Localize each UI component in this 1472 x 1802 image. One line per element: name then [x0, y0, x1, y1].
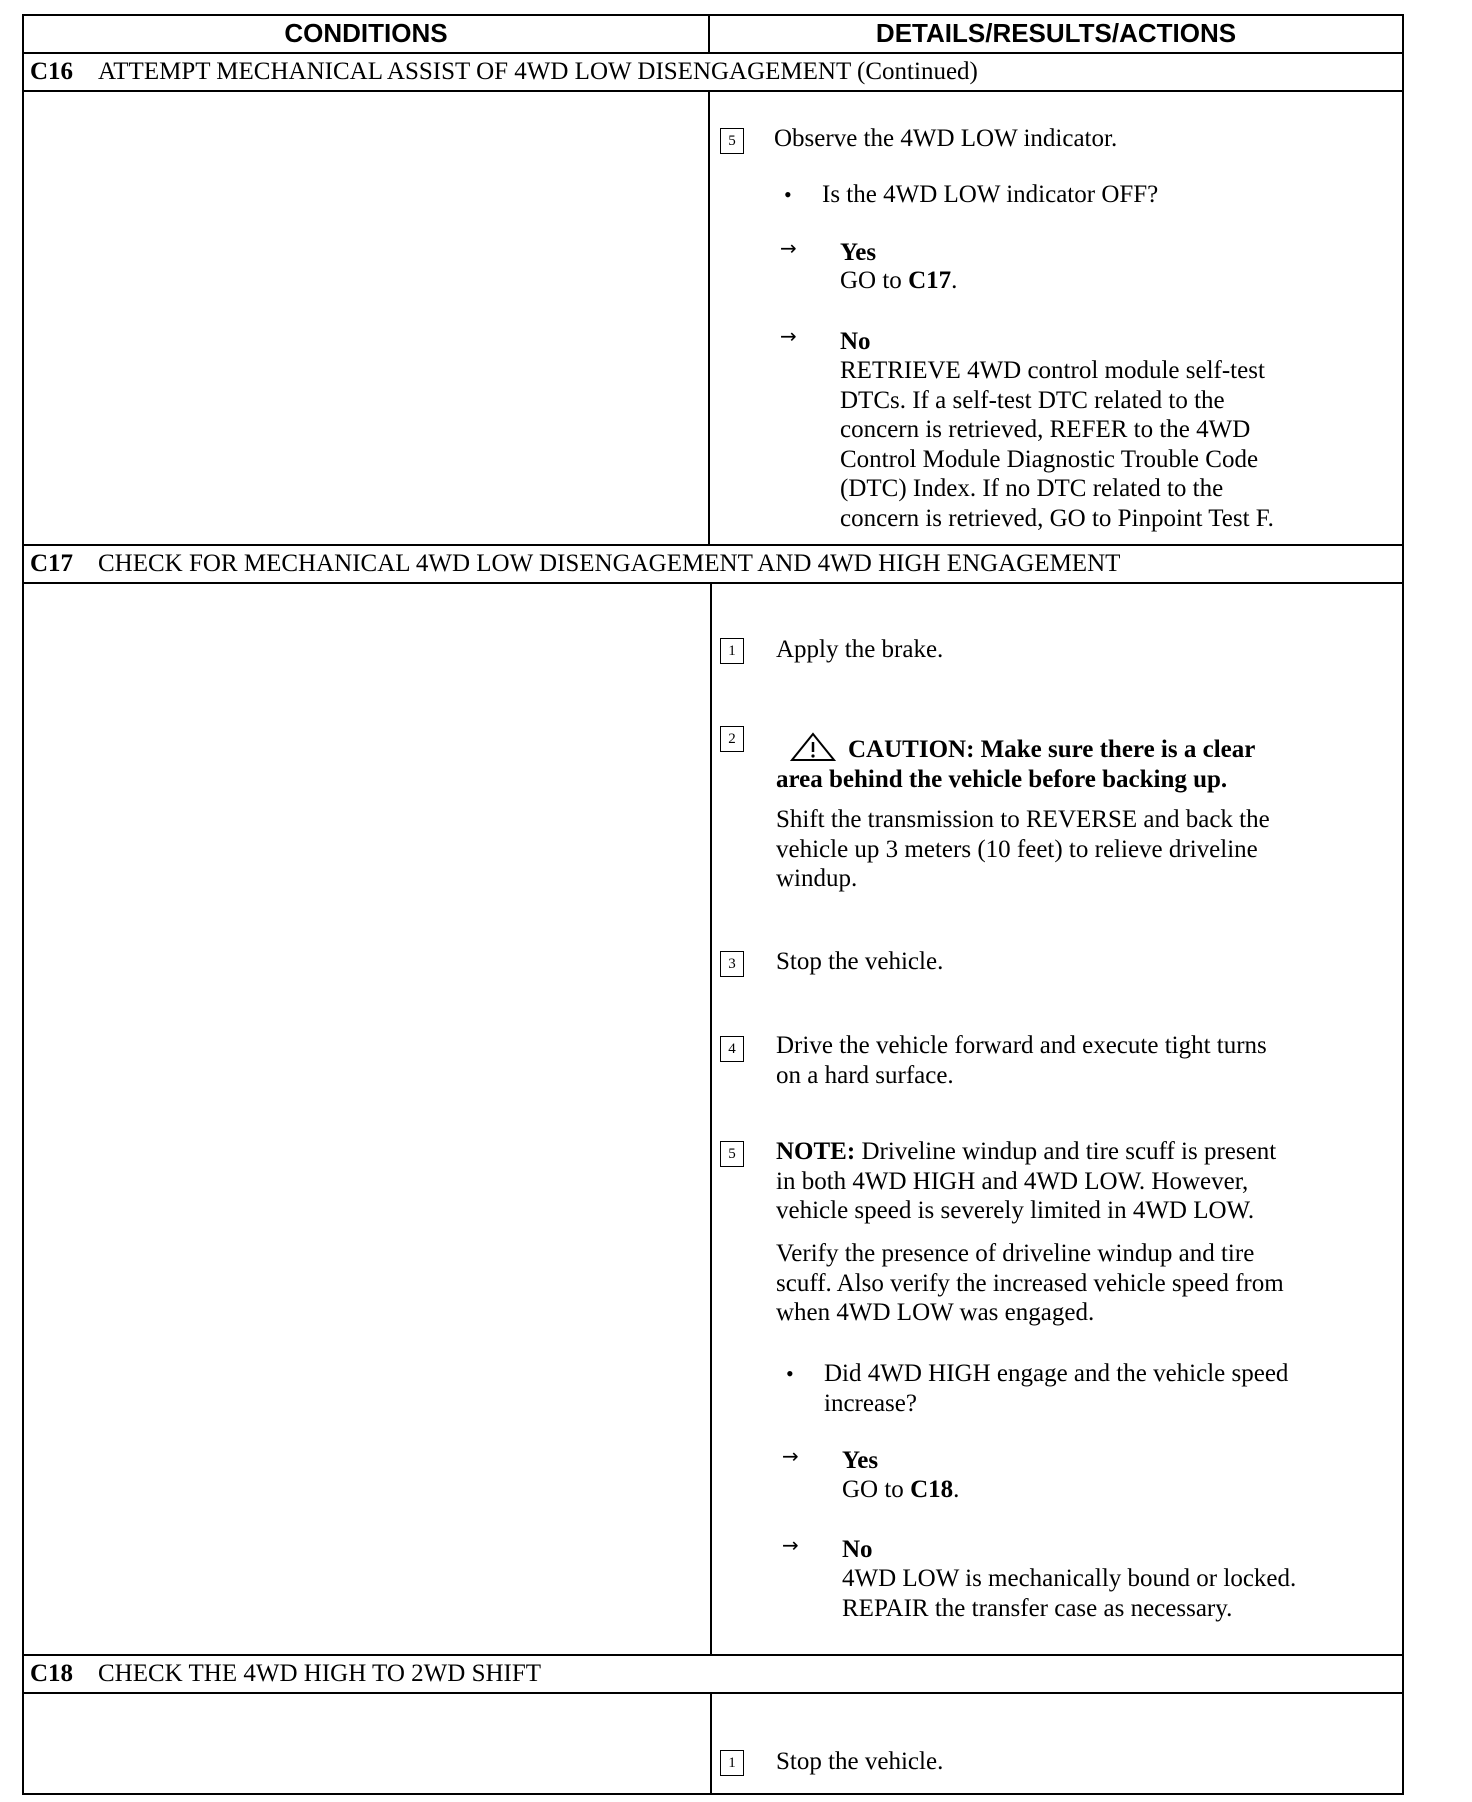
c17-step3-text: Stop the vehicle.	[776, 948, 944, 975]
c17-step5-box: 5	[720, 1141, 744, 1167]
c17-step2-box: 2	[720, 726, 744, 752]
c18-code: C18	[30, 1660, 74, 1687]
c17-question-text	[824, 1359, 1288, 1418]
c17-verify-line: when 4WD LOW was engaged.	[776, 1299, 1095, 1326]
c17-step1-text: Apply the brake.	[776, 636, 944, 663]
c17-verify-line: Verify the presence of driveline windup and tire	[776, 1240, 1255, 1267]
c16-no-line: Control Module Diagnostic Trouble Code	[840, 445, 1259, 473]
c16-no-line: DTCs. If a self-test DTC related to the	[840, 386, 1225, 414]
c16-no-line: concern is retrieved, GO to Pinpoint Test F.	[840, 504, 1274, 532]
c18-title: CHECK THE 4WD HIGH TO 2WD SHIFT	[98, 1660, 542, 1687]
c17-yes-action	[842, 1475, 959, 1505]
c17-yes-suffix: .	[953, 1476, 960, 1503]
c18-step1-box: 1	[720, 1750, 744, 1776]
c17-step2-line: windup.	[776, 865, 858, 892]
c16-code: C16	[30, 58, 74, 85]
column-divider-c18	[710, 1693, 712, 1794]
table-border-left	[22, 14, 24, 1795]
arrow-right-icon: →	[780, 236, 797, 260]
c18-step1-text: Stop the vehicle.	[776, 1748, 944, 1775]
c17-note-line: in both 4WD HIGH and 4WD LOW. However,	[776, 1167, 1249, 1195]
table-border-right	[1402, 14, 1404, 1795]
c18-title-row	[22, 1655, 1404, 1693]
c17-yes-prefix: GO to	[842, 1476, 911, 1503]
bullet-icon: •	[786, 1361, 794, 1386]
c17-step2-line: vehicle up 3 meters (10 feet) to relieve driveline	[776, 835, 1258, 863]
c17-yes-target: C18	[910, 1476, 954, 1503]
conditions-header: CONDITIONS	[284, 18, 448, 48]
c17-title-row	[22, 545, 1404, 583]
c16-title-row	[22, 53, 1404, 91]
diagnostic-table	[22, 14, 1404, 1795]
c17-no-text	[842, 1564, 1296, 1623]
c17-code: C17	[30, 550, 74, 577]
c16-no-label: No	[840, 328, 871, 355]
bullet-icon: •	[784, 182, 792, 207]
c17-step2-line: Shift the transmission to REVERSE and back the	[776, 806, 1270, 833]
c16-yes-action	[840, 266, 957, 296]
c16-yes-label: Yes	[840, 239, 877, 266]
c17-step3-box: 3	[720, 951, 744, 977]
c16-step5-question: Is the 4WD LOW indicator OFF?	[822, 181, 1159, 208]
c17-verify-line: scuff. Also verify the increased vehicle speed from	[776, 1269, 1284, 1297]
c16-no-line: concern is retrieved, REFER to the 4WD	[840, 416, 1251, 443]
c17-note-label: NOTE:	[776, 1138, 856, 1165]
c16-title: ATTEMPT MECHANICAL ASSIST OF 4WD LOW DISENGAGEMENT (Continued)	[98, 58, 978, 85]
column-divider-c17	[710, 583, 712, 1655]
c17-no-line: REPAIR the transfer case as necessary.	[842, 1594, 1233, 1622]
c17-verify-text	[776, 1239, 1284, 1328]
c17-no-line: 4WD LOW is mechanically bound or locked.	[842, 1565, 1297, 1592]
c17-no-label: No	[842, 1536, 873, 1563]
column-divider-c16	[708, 91, 710, 545]
c16-no-text	[840, 356, 1274, 533]
c17-title: CHECK FOR MECHANICAL 4WD LOW DISENGAGEMENT AND 4WD HIGH ENGAGEMENT	[98, 550, 1121, 577]
arrow-right-icon: →	[780, 324, 797, 348]
c17-caution-line1: CAUTION: Make sure there is a clear	[848, 736, 1256, 763]
c17-note-line: vehicle speed is severely limited in 4WD LOW.	[776, 1197, 1255, 1224]
c17-step4-box: 4	[720, 1036, 744, 1062]
c17-question-line: increase?	[824, 1389, 917, 1417]
c17-step4-text	[776, 1031, 1267, 1090]
details-header: DETAILS/RESULTS/ACTIONS	[875, 18, 1237, 48]
c16-no-line: (DTC) Index. If no DTC related to the	[840, 475, 1224, 502]
c16-no-line: RETRIEVE 4WD control module self-test	[840, 357, 1265, 384]
c17-note-text	[776, 1137, 1276, 1226]
arrow-right-icon: →	[782, 1533, 799, 1557]
c17-step4-line: on a hard surface.	[776, 1061, 954, 1089]
c16-yes-suffix: .	[951, 267, 958, 294]
c17-step4-line: Drive the vehicle forward and execute tight turns	[776, 1032, 1267, 1059]
c17-note-line: Driveline windup and tire scuff is present	[855, 1138, 1277, 1165]
c17-step1-box: 1	[720, 638, 744, 664]
c16-step5-text: Observe the 4WD LOW indicator.	[774, 125, 1118, 152]
c17-caution-line2: area behind the vehicle before backing up.	[776, 766, 1228, 793]
c16-step5-box: 5	[720, 128, 744, 154]
c16-yes-target: C17	[908, 267, 952, 294]
arrow-right-icon: →	[782, 1444, 799, 1468]
c17-question-line: Did 4WD HIGH engage and the vehicle speed	[824, 1360, 1289, 1387]
c16-yes-prefix: GO to	[840, 267, 909, 294]
c17-step2-text	[776, 805, 1270, 894]
c17-yes-label: Yes	[842, 1447, 879, 1474]
table-border-bottom	[22, 1793, 1404, 1795]
warning-triangle-icon	[790, 732, 836, 762]
